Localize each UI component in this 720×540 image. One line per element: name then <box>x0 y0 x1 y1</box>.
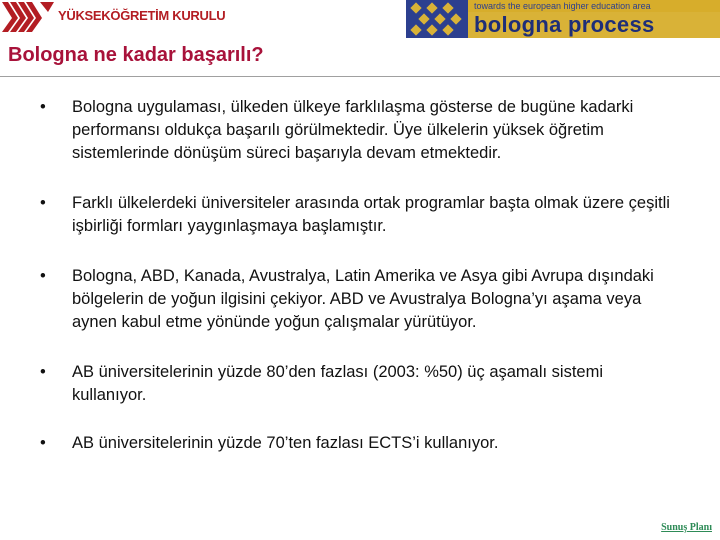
bullet-item <box>40 432 680 455</box>
bologna-name: bologna process <box>468 12 720 38</box>
bullet-item <box>40 192 680 238</box>
bullet-text: Bologna uygulaması, ülkeden ülkeye farklılaşma gösterse de bugüne kadarki performansı oldukça başarılı görülmektedir. Üye ülkelerin yüksek öğretim sistemlerinde dönüşüm süreci başarıyla devam etmektedir. <box>72 98 634 162</box>
presentation-plan-link[interactable]: Sunuş Planı <box>661 522 712 533</box>
bullet-dot: • <box>40 194 46 212</box>
bullet-dot: • <box>40 434 46 452</box>
bullet-item <box>40 96 680 165</box>
bullet-list <box>40 96 680 455</box>
bullet-text: Bologna, ABD, Kanada, Avustralya, Latin Amerika ve Asya gibi Avrupa dışındaki bölgelerin de yoğun ilgisini çekiyor. ABD ve Avustralya Bologna’yı aşama veya aynen kabul etme yönünde yoğun çalışmalar yürütüyor. <box>72 267 654 331</box>
header <box>0 0 720 40</box>
yok-emblem-icon <box>0 0 56 34</box>
bullet-dot: • <box>40 98 46 116</box>
bullet-dot: • <box>40 267 46 285</box>
title-divider <box>0 76 720 77</box>
bullet-item <box>40 265 680 334</box>
bologna-process-logo <box>406 0 720 38</box>
yok-logo-text: YÜKSEKÖĞRETİM KURULU <box>58 7 226 23</box>
bullet-text: AB üniversitelerinin yüzde 70’ten fazlası ECTS’i kullanıyor. <box>72 434 499 452</box>
yok-logo <box>0 0 225 34</box>
slide-title: Bologna ne kadar başarılı? <box>8 44 264 66</box>
bullet-text: Farklı ülkelerdeki üniversiteler arasında ortak programlar başta olmak üzere çeşitli işbirliği formları yaygınlaşmaya başlamıştır. <box>72 194 670 235</box>
star-pattern-icon <box>406 0 468 38</box>
bullet-item <box>40 361 680 407</box>
bologna-tagline: towards the european higher education area <box>468 0 720 12</box>
bullet-dot: • <box>40 363 46 381</box>
bullet-text: AB üniversitelerinin yüzde 80’den fazlası (2003: %50) üç aşamalı sistemi kullanıyor. <box>72 363 604 404</box>
